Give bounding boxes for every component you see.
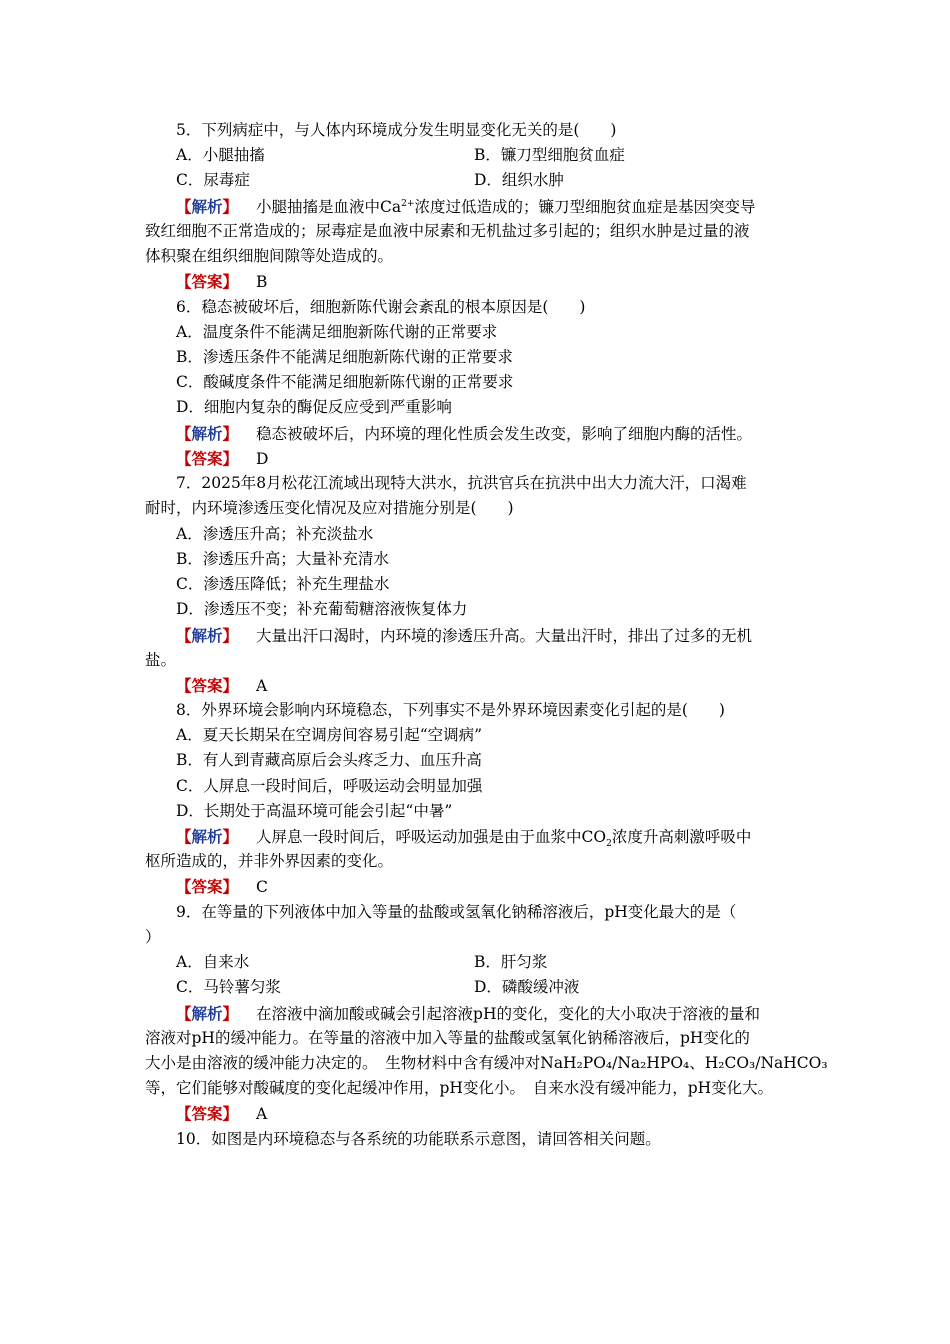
question-6-option-c: C．酸碱度条件不能满足细胞新陈代谢的正常要求 xyxy=(176,373,514,391)
answer-label: 答案 xyxy=(191,272,223,291)
bracket: 【 xyxy=(176,197,192,216)
bracket: 】 xyxy=(222,1104,239,1123)
bracket: 【 xyxy=(176,877,192,896)
question-7-option-b: B．渗透压升高；大量补充清水 xyxy=(176,550,389,568)
bracket: 】 xyxy=(222,827,239,846)
question-5-analysis-line-1 xyxy=(176,194,813,219)
bracket: 】 xyxy=(222,197,239,216)
question-5-option-a: A．小腿抽搐 xyxy=(176,146,265,164)
question-7-option-c: C．渗透压降低；补充生理盐水 xyxy=(176,575,390,593)
question-5-analysis-line-2: 致红细胞不正常造成的；尿毒症是血液中尿素和无机盐过多引起的；组织水肿是过量的液 xyxy=(145,222,750,240)
bracket: 【 xyxy=(176,449,192,468)
answer-label: 答案 xyxy=(191,449,223,468)
question-5-option-c: C．尿毒症 xyxy=(176,171,250,189)
question-7-analysis-line-1 xyxy=(176,623,813,648)
superscript: 2+ xyxy=(401,198,415,209)
bracket: 【 xyxy=(176,424,192,443)
question-8-option-c: C．人屏息一段时间后，呼吸运动会明显加强 xyxy=(176,777,483,795)
answer-label: 答案 xyxy=(191,676,223,695)
bracket: 【 xyxy=(176,827,192,846)
analysis-text: 小腿抽搐是血液中Ca xyxy=(256,198,402,216)
analysis-text: 浓度过低造成的；镰刀型细胞贫血症是基因突变导 xyxy=(414,198,756,216)
bracket: 】 xyxy=(222,1004,239,1023)
bracket: 【 xyxy=(176,272,192,291)
analysis-text: 浓度升高刺激呼吸中 xyxy=(611,828,752,846)
bracket: 【 xyxy=(176,1104,192,1123)
question-5-option-d: D．组织水肿 xyxy=(474,171,564,189)
subscript: 2 xyxy=(606,839,612,850)
analysis-text: 大量出汗口渴时，内环境的渗透压升高。大量出汗时，排出了过多的无机 xyxy=(256,627,753,645)
question-9-analysis-line-2: 溶液对pH的缓冲能力。在等量的溶液中加入等量的盐酸或氢氧化钠稀溶液后，pH变化的 xyxy=(145,1029,750,1047)
analysis-label: 解析 xyxy=(191,197,223,216)
question-8-analysis-line-1 xyxy=(176,824,813,849)
question-8-option-a: A．夏天长期呆在空调房间容易引起“空调病” xyxy=(176,726,483,744)
question-8-option-d: D．长期处于高温环境可能会引起“中暑” xyxy=(176,802,453,820)
analysis-label: 解析 xyxy=(191,424,223,443)
bracket: 【 xyxy=(176,676,192,695)
question-8-answer xyxy=(176,874,813,899)
question-5-analysis-line-3: 体积聚在组织细胞间隙等处造成的。 xyxy=(145,247,394,265)
question-7-option-a: A．渗透压升高；补充淡盐水 xyxy=(176,525,374,543)
question-8-analysis-line-2: 枢所造成的，并非外界因素的变化。 xyxy=(145,852,394,870)
question-7-stem-line-2: 耐时，内环境渗透压变化情况及应对措施分别是( ) xyxy=(145,499,514,517)
question-5-option-b: B．镰刀型细胞贫血症 xyxy=(474,146,625,164)
question-9-option-b: B．肝匀浆 xyxy=(474,953,548,971)
bracket: 【 xyxy=(176,626,192,645)
question-5-stem: 5．下列病症中，与人体内环境成分发生明显变化无关的是( ) xyxy=(176,121,617,139)
question-9-option-a: A．自来水 xyxy=(176,953,250,971)
question-9-analysis-line-3: 大小是由溶液的缓冲能力决定的。 生物材料中含有缓冲对NaH₂PO₄/Na₂HPO₄、H₂CO₃/NaHCO₃ xyxy=(145,1054,828,1072)
question-8-stem: 8．外界环境会影响内环境稳态，下列事实不是外界环境因素变化引起的是( ) xyxy=(176,701,725,719)
analysis-text: 在溶液中滴加酸或碱会引起溶液pH的变化，变化的大小取决于溶液的量和 xyxy=(256,1005,760,1023)
question-6-option-b: B．渗透压条件不能满足细胞新陈代谢的正常要求 xyxy=(176,348,513,366)
answer-value: A xyxy=(256,1105,268,1123)
analysis-label: 解析 xyxy=(191,626,223,645)
question-7-option-d: D．渗透压不变；补充葡萄糖溶液恢复体力 xyxy=(176,600,468,618)
answer-value: D xyxy=(256,450,269,468)
question-5-answer xyxy=(176,269,813,294)
question-9-analysis-line-4: 等，它们能够对酸碱度的变化起缓冲作用，pH变化小。 自来水没有缓冲能力，pH变化大。 xyxy=(145,1079,774,1097)
analysis-text: 人屏息一段时间后，呼吸运动加强是由于血浆中CO xyxy=(256,828,607,846)
question-9-answer xyxy=(176,1101,813,1126)
bracket: 【 xyxy=(176,1004,192,1023)
analysis-label: 解析 xyxy=(191,827,223,846)
question-8-option-b: B．有人到青藏高原后会头疼乏力、血压升高 xyxy=(176,751,482,769)
bracket: 】 xyxy=(222,626,239,645)
answer-label: 答案 xyxy=(191,877,223,896)
question-9-analysis-line-1 xyxy=(176,1001,813,1026)
answer-value: B xyxy=(256,273,268,291)
question-9-stem-line-1: 9．在等量的下列液体中加入等量的盐酸或氢氧化钠稀溶液后，pH变化最大的是（ xyxy=(176,903,737,921)
analysis-label: 解析 xyxy=(191,1004,223,1023)
question-7-stem-line-1: 7．2025年8月松花江流域出现特大洪水，抗洪官兵在抗洪中出大力流大汗，口渴难 xyxy=(176,474,747,492)
question-7-answer xyxy=(176,673,813,698)
question-6-analysis xyxy=(176,421,813,446)
analysis-text: 稳态被破坏后，内环境的理化性质会发生改变，影响了细胞内酶的活性。 xyxy=(256,425,753,443)
question-10-stem: 10．如图是内环境稳态与各系统的功能联系示意图，请回答相关问题。 xyxy=(176,1130,661,1148)
question-6-answer xyxy=(176,446,813,471)
bracket: 】 xyxy=(222,877,239,896)
question-6-option-d: D．细胞内复杂的酶促反应受到严重影响 xyxy=(176,398,452,416)
question-6-stem: 6．稳态被破坏后，细胞新陈代谢会紊乱的根本原因是( ) xyxy=(176,298,586,316)
question-9-stem-line-2: ） xyxy=(145,928,161,946)
question-7-analysis-line-2: 盐。 xyxy=(145,651,177,669)
bracket: 】 xyxy=(222,424,239,443)
bracket: 】 xyxy=(222,449,239,468)
answer-value: A xyxy=(256,677,268,695)
question-9-option-c: C．马铃薯匀浆 xyxy=(176,978,281,996)
answer-value: C xyxy=(256,878,268,896)
question-9-option-d: D．磷酸缓冲液 xyxy=(474,978,580,996)
bracket: 】 xyxy=(222,676,239,695)
answer-label: 答案 xyxy=(191,1104,223,1123)
bracket: 】 xyxy=(222,272,239,291)
question-6-option-a: A．温度条件不能满足细胞新陈代谢的正常要求 xyxy=(176,323,498,341)
